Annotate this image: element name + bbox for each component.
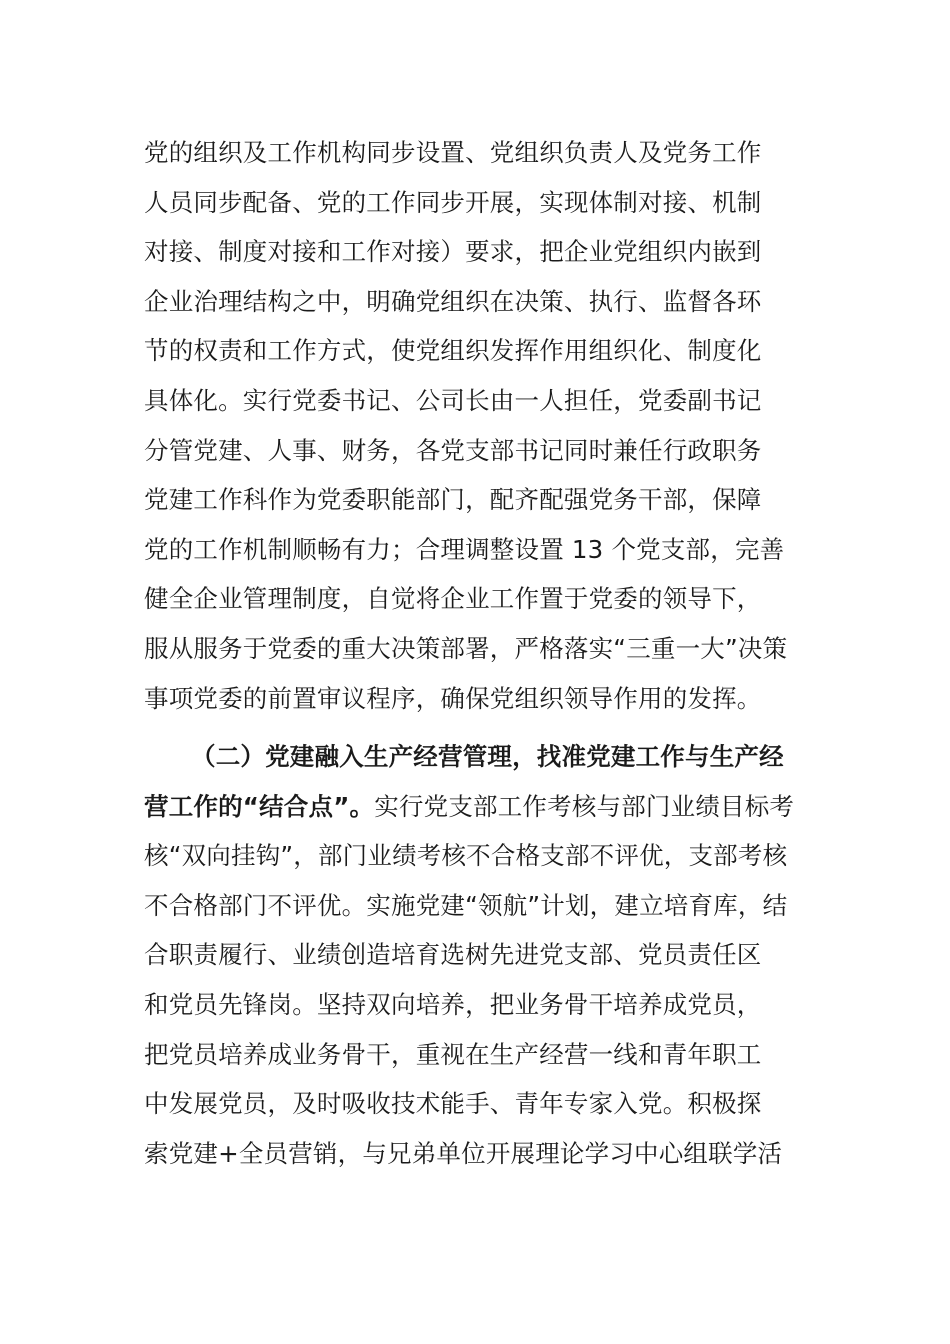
text-line: 对接、制度对接和工作对接）要求，把企业党组织内嵌到 (144, 237, 762, 267)
text-line: 具体化。实行党委书记、公司长由一人担任，党委副书记 (144, 385, 762, 415)
text-line: 服从服务于党委的重大决策部署，严格落实“三重一大”决策 (144, 633, 788, 663)
text-run: 实行党支部工作考核与部门业绩目标考 (374, 791, 795, 821)
text-line: 节的权责和工作方式，使党组织发挥作用组织化、制度化 (144, 336, 762, 366)
text-line: 健全企业管理制度，自觉将企业工作置于党委的领导下， (144, 584, 762, 614)
section-heading-end: 营工作的“结合点”。 (144, 791, 375, 821)
text-line: 合职责履行、业绩创造培育选树先进党支部、党员责任区 (144, 940, 762, 970)
text-line: 企业治理结构之中，明确党组织在决策、执行、监督各环 (144, 286, 762, 316)
text-line: 人员同步配备、党的工作同步开展，实现体制对接、机制 (144, 187, 762, 217)
text-line: 索党建+全员营销，与兄弟单位开展理论学习中心组联学活 (144, 1138, 783, 1168)
text-line: 党的组织及工作机构同步设置、党组织负责人及党务工作 (144, 138, 762, 167)
paragraph-1 (144, 128, 814, 723)
text-line: 党的工作机制顺畅有力；合理调整设置 13 个党支部，完善 (144, 534, 785, 564)
text-line: 党建工作科作为党委职能部门，配齐配强党务干部，保障 (144, 485, 762, 515)
text-line: 和党员先锋岗。坚持双向培养，把业务骨干培养成党员， (144, 989, 762, 1019)
text-line: 事项党委的前置审议程序，确保党组织领导作用的发挥。 (144, 683, 762, 713)
text-line: 核“双向挂钩”，部门业绩考核不合格支部不评优，支部考核 (144, 841, 788, 871)
text-line: 分管党建、人事、财务，各党支部书记同时兼任行政职务 (144, 435, 762, 465)
paragraph-2 (144, 732, 814, 1178)
section-heading: （二）党建融入生产经营管理，找准党建工作与生产经 (191, 742, 784, 771)
text-line: 把党员培养成业务骨干，重视在生产经营一线和青年职工 (144, 1039, 762, 1069)
text-line (144, 782, 814, 832)
text-line: 中发展党员，及时吸收技术能手、青年专家入党。积极探 (144, 1089, 762, 1119)
text-line: 不合格部门不评优。实施党建“领航”计划，建立培育库，结 (144, 890, 788, 920)
